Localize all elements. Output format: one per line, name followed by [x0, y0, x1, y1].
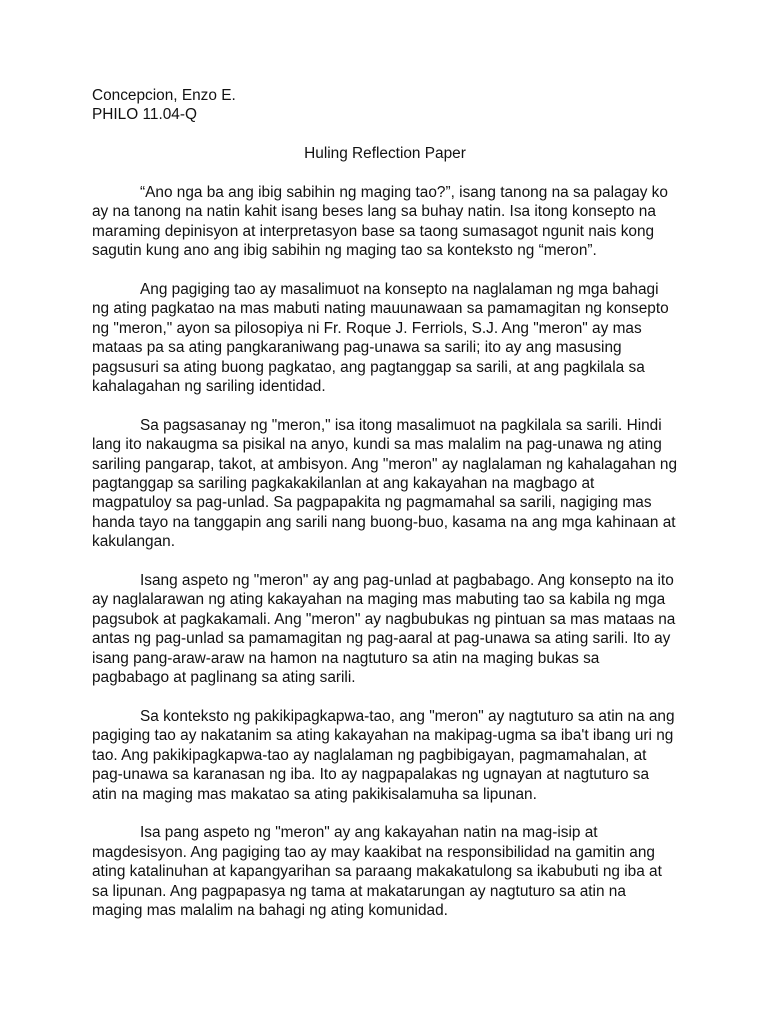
paragraph-5: Sa konteksto ng pakikipagkapwa-tao, ang "meron" ay nagtuturo sa atin na ang pagiging tao ay nakatanim sa ating kakayahan na makipag-ugma sa iba't ibang uri ng tao. Ang pakikipagkapwa-tao ay naglalaman ng pagbibigayan, pagmamahalan, at pag-unawa sa karanasan ng iba. Ito ay nagpapalakas ng ugnayan at nagtuturo sa atin na maging mas makatao sa ating pakikisalamuha sa lipunan.	[92, 707, 675, 803]
paragraph-6: Isa pang aspeto ng "meron" ay ang kakayahan natin na mag-isip at magdesisyon. Ang pagiging tao ay may kaakibat na responsibilidad na gamitin ang ating katalinuhan at kapangyarihan sa paraang makakatulong sa ikabubuti ng iba at sa lipunan. Ang pagpapasya ng tama at makatarungan ay nagtuturo sa atin na maging mas malalim na bahagi ng ating komunidad.	[92, 824, 662, 919]
paragraph-3: Sa pagsasanay ng "meron," isa itong masalimuot na pagkilala sa sarili. Hindi lang ito nakaugma sa pisikal na anyo, kundi sa mas malalim na pag-unawa ng ating sariling pangarap, takot, at ambisyon. Ang "meron" ay naglalaman ng kahalagahan ng pagtanggap sa sariling pagkakakilanlan at ang kakayahan na magbago at magpatuloy sa pag-unlad. Sa pagpapakita ng pagmamahal sa sarili, nagiging mas handa tayo na tanggapin ang sarili nang buong-buo, kasama na ang mga kahinaan at kakulangan.	[92, 416, 678, 551]
paper-title: Huling Reflection Paper	[304, 145, 466, 163]
document-body	[92, 86, 678, 920]
author-name: Concepcion, Enzo E.	[92, 87, 236, 104]
paragraph-2: Ang pagiging tao ay masalimuot na konsepto na naglalaman ng mga bahagi ng ating pagkatao na mas mabuti nating mauunawaan sa pamamagitan ng konsepto ng "meron," ayon sa pilosopiya ni Fr. Roque J. Ferriols, S.J. Ang "meron" ay mas mataas pa sa ating pangkaraniwang pag-unawa sa sarili; ito ay ang masusing pagsusuri sa ating buong pagkatao, ang pagtanggap sa sarili, at ang pagkilala sa kahalagahan ng sariling identidad.	[92, 281, 669, 396]
paragraph-4: Isang aspeto ng "meron" ay ang pag-unlad at pagbabago. Ang konsepto na ito ay naglalarawan ng ating kakayahan na maging mas mabuting tao sa kabila ng mga pagsubok at pagkakamali. Ang "meron" ay nagbubukas ng pintuan sa mas mataas na antas ng pag-unlad sa pamamagitan ng pag-aaral at pag-unawa sa ating sarili. Ito ay isang pang-araw-araw na hamon na nagtuturo sa atin na maging bukas sa pagbabago at paglinang sa ating sarili.	[92, 572, 676, 687]
paragraph-1: “Ano nga ba ang ibig sabihin ng maging tao?”, isang tanong na sa palagay ko ay na tanong na natin kahit isang beses lang sa buhay natin. Isa itong konsepto na maraming depinisyon at interpretasyon base sa taong sumasagot ngunit nais kong sagutin kung ano ang ibig sabihin ng maging tao sa konteksto ng “meron”.	[92, 184, 668, 260]
course-section: PHILO 11.04-Q	[92, 106, 197, 124]
